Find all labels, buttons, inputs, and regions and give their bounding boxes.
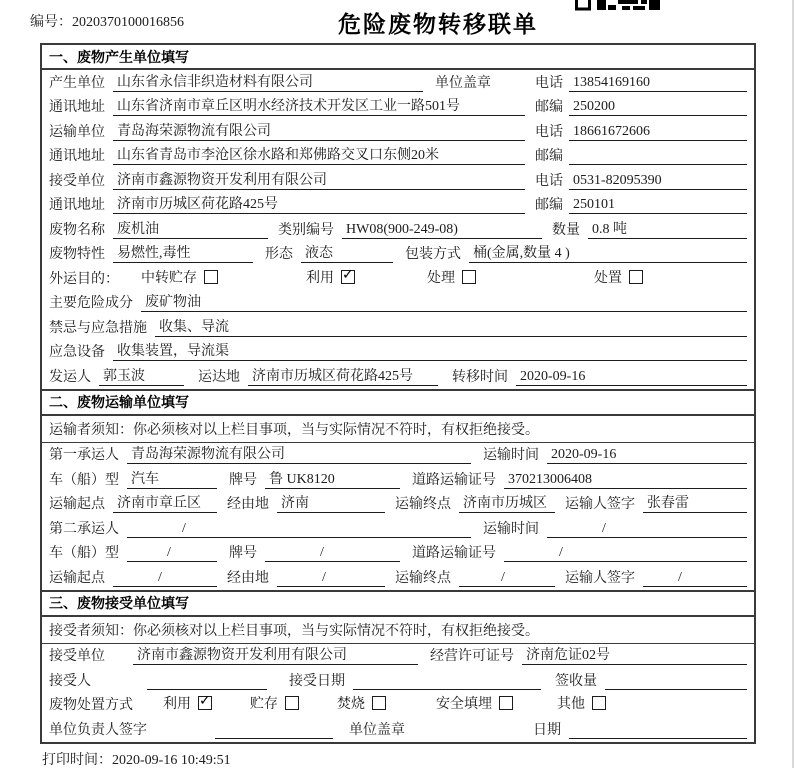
first-route-sign-label: 运输人签字 — [565, 497, 635, 512]
second-route-end-value: / — [459, 570, 555, 587]
second-carrier-label: 第二承运人 — [49, 521, 119, 537]
transporter-zip-value — [569, 164, 747, 165]
row-second-carrier — [42, 516, 754, 541]
purpose-disposal-checkbox — [629, 270, 643, 284]
disposal-option-reuse-label: 利用 — [163, 697, 191, 712]
producer-seal-label: 单位盖章 — [435, 75, 491, 91]
row-transfer-purpose — [42, 266, 754, 291]
transporter-zip-label: 邮编 — [535, 149, 563, 164]
transfer-time-label: 转移时间 — [452, 369, 508, 385]
row-transporter — [42, 119, 754, 144]
section-receive-title: 三、废物接受单位填写 — [42, 592, 754, 617]
disposal-option-other-label: 其他 — [557, 697, 585, 712]
receiver-addr-value: 济南市历城区荷花路425号 — [113, 193, 525, 214]
disposal-storage-checkbox — [285, 696, 299, 710]
second-plate-value: / — [265, 545, 400, 562]
qr-code-fragment — [575, 0, 660, 16]
section-transport — [42, 389, 754, 590]
acceptor-label: 接受人 — [49, 673, 91, 689]
disposal-option-landfill-label: 安全填埋 — [436, 697, 492, 712]
first-route-start-value: 济南市章丘区 — [113, 492, 217, 513]
second-vehicle-type-label: 车（船）型 — [49, 546, 119, 561]
disposal-landfill-checkbox — [499, 696, 513, 710]
waste-traits-value: 易燃性,毒性 — [113, 242, 253, 263]
transporter-label: 运输单位 — [49, 124, 105, 140]
first-route-end-label: 运输终点 — [395, 497, 451, 512]
waste-name-value: 废机油 — [113, 218, 268, 239]
taboo-label: 禁忌与应急措施 — [49, 320, 147, 336]
second-transport-time-label: 运输时间 — [483, 521, 539, 537]
transporter-addr-value: 山东省青岛市李沧区徐水路和郑佛路交叉口东侧20米 — [113, 144, 525, 165]
second-route-sign-value: / — [643, 570, 747, 587]
waste-pack-label: 包装方式 — [405, 247, 461, 262]
responsible-sign-value — [215, 738, 333, 739]
first-route-end-value: 济南市历城区 — [459, 492, 555, 513]
row-receive-unit — [42, 644, 754, 669]
purpose-option-disposal-label: 处置 — [594, 270, 622, 286]
second-plate-label: 牌号 — [229, 546, 257, 561]
operate-license-value: 济南危证02号 — [522, 644, 747, 665]
row-waste-traits — [42, 242, 754, 267]
section-receive — [42, 590, 754, 742]
purpose-option-disposal — [594, 267, 643, 287]
waste-qty-label: 数量 — [552, 222, 580, 238]
serial-value: 2020370100016856 — [72, 15, 184, 30]
disposal-method-label: 废物处置方式 — [49, 698, 133, 713]
transporter-phone-label: 电话 — [535, 124, 563, 140]
waste-form-value: 液态 — [301, 242, 393, 263]
row-producer-address — [42, 95, 754, 120]
page-title: 危险废物转移联单 — [338, 11, 538, 37]
first-vehicle-type-label: 车（船）型 — [49, 472, 119, 488]
sign-quantity-label: 签收量 — [555, 673, 597, 689]
row-waste-name — [42, 217, 754, 242]
receiver-zip-label: 邮编 — [535, 198, 563, 213]
purpose-option-treatment-label: 处理 — [427, 270, 455, 286]
purpose-option-treatment — [427, 267, 476, 287]
receive-unit-label: 接受单位 — [49, 649, 105, 664]
producer-label: 产生单位 — [49, 75, 105, 91]
row-emergency-equipment — [42, 340, 754, 365]
receiver-phone-label: 电话 — [535, 173, 563, 189]
row-second-vehicle — [42, 541, 754, 566]
purpose-option-storage-label: 中转贮存 — [141, 270, 197, 286]
waste-cat-label: 类别编号 — [278, 222, 334, 238]
disposal-option-reuse — [163, 693, 212, 713]
hazard-value: 废矿物油 — [141, 291, 747, 312]
disposal-option-storage-label: 贮存 — [250, 697, 278, 712]
operate-license-label: 经营许可证号 — [430, 649, 514, 664]
hazard-label: 主要危险成分 — [49, 296, 133, 311]
transport-notice: 运输者须知：你必须核对以上栏目事项，当与实际情况不符时，有权拒绝接受。 — [42, 416, 754, 443]
print-time-label: 打印时间： — [42, 753, 112, 768]
second-transport-time-value: / — [547, 521, 747, 538]
producer-zip-label: 邮编 — [535, 100, 563, 115]
disposal-option-other — [557, 693, 606, 713]
first-vehicle-type-value: 汽车 — [127, 468, 217, 489]
row-first-carrier — [42, 443, 754, 468]
accept-date-label: 接受日期 — [289, 673, 345, 689]
disposal-other-checkbox — [592, 696, 606, 710]
section-producer — [42, 45, 754, 389]
purpose-reuse-checkbox — [341, 270, 355, 284]
first-route-sign-value: 张春雷 — [643, 492, 747, 513]
print-time-line — [42, 749, 231, 769]
transporter-phone-value: 18661672606 — [569, 124, 747, 141]
second-road-license-label: 道路运输证号 — [412, 546, 496, 561]
first-road-license-label: 道路运输证号 — [412, 472, 496, 488]
row-receiver — [42, 168, 754, 193]
second-route-via-value: / — [277, 570, 385, 587]
row-disposal-method — [42, 693, 754, 718]
receive-date-value — [569, 738, 747, 739]
row-receiver-address — [42, 193, 754, 218]
disposal-option-storage — [250, 693, 299, 713]
first-transport-time-value: 2020-09-16 — [547, 447, 747, 464]
second-route-via-label: 经由地 — [227, 570, 269, 586]
first-carrier-label: 第一承运人 — [49, 448, 119, 463]
purpose-storage-checkbox — [204, 270, 218, 284]
acceptor-value — [147, 689, 267, 690]
row-first-vehicle — [42, 467, 754, 492]
row-second-route — [42, 565, 754, 590]
accept-date-value — [353, 689, 541, 690]
receive-notice: 接受者须知：你必须核对以上栏目事项，当与实际情况不符时，有权拒绝接受。 — [42, 617, 754, 644]
second-route-end-label: 运输终点 — [395, 570, 451, 586]
second-carrier-value: / — [127, 521, 471, 538]
row-first-route — [42, 492, 754, 517]
second-road-license-value: / — [504, 545, 747, 562]
taboo-value: 收集、导流 — [155, 316, 747, 337]
serial-number-line — [30, 11, 184, 31]
producer-phone-value: 13854169160 — [569, 75, 747, 92]
receive-date-label: 日期 — [533, 722, 561, 738]
purpose-option-reuse — [306, 267, 355, 287]
equipment-value: 收集装置，导流渠 — [113, 340, 747, 361]
purpose-treatment-checkbox — [462, 270, 476, 284]
receiver-addr-label: 通讯地址 — [49, 198, 105, 213]
waste-traits-label: 废物特性 — [49, 247, 105, 262]
row-acceptor — [42, 668, 754, 693]
disposal-option-incinerate-label: 焚烧 — [337, 697, 365, 712]
producer-phone-label: 电话 — [535, 75, 563, 91]
print-time-value: 2020-09-16 10:49:51 — [112, 753, 231, 768]
waste-name-label: 废物名称 — [49, 222, 105, 238]
waste-form-label: 形态 — [265, 247, 293, 262]
receiver-label: 接受单位 — [49, 173, 105, 189]
first-plate-label: 牌号 — [229, 472, 257, 488]
waste-cat-value: HW08(900-249-08) — [342, 222, 542, 239]
waste-pack-value: 桶(金属,数量 4 ) — [469, 242, 747, 263]
transporter-addr-label: 通讯地址 — [49, 149, 105, 164]
first-plate-value: 鲁 UK8120 — [265, 468, 400, 489]
producer-value: 山东省永信非织造材料有限公司 — [113, 71, 423, 92]
row-dispatch — [42, 364, 754, 389]
dispatcher-label: 发运人 — [49, 369, 91, 385]
receiver-value: 济南市鑫源物资开发利用有限公司 — [113, 169, 525, 190]
disposal-reuse-checkbox — [198, 696, 212, 710]
transporter-value: 青岛海荣源物流有限公司 — [113, 120, 525, 141]
row-taboo-measures — [42, 315, 754, 340]
receive-seal-label: 单位盖章 — [349, 722, 405, 738]
section-transport-title: 二、废物运输单位填写 — [42, 391, 754, 416]
purpose-option-storage — [141, 267, 218, 287]
section-producer-title: 一、废物产生单位填写 — [42, 45, 754, 70]
second-vehicle-type-value: / — [127, 545, 217, 562]
receiver-zip-value: 250101 — [569, 197, 747, 214]
disposal-incinerate-checkbox — [372, 696, 386, 710]
receiver-phone-value: 0531-82095390 — [569, 173, 747, 190]
serial-label: 编号： — [30, 15, 72, 30]
first-transport-time-label: 运输时间 — [483, 448, 539, 463]
first-road-license-value: 370213006408 — [504, 472, 747, 489]
first-route-start-label: 运输起点 — [49, 497, 105, 512]
destination-label: 运达地 — [198, 369, 240, 385]
producer-addr-value: 山东省济南市章丘区明水经济技术开发区工业一路501号 — [113, 95, 525, 116]
second-route-start-label: 运输起点 — [49, 570, 105, 586]
row-producer — [42, 70, 754, 95]
transfer-time-value: 2020-09-16 — [516, 369, 747, 386]
producer-addr-label: 通讯地址 — [49, 100, 105, 115]
purpose-option-reuse-label: 利用 — [306, 270, 334, 286]
row-transporter-address — [42, 144, 754, 169]
second-route-start-value: / — [113, 570, 217, 587]
transfer-form-table — [40, 43, 756, 744]
row-hazard-component — [42, 291, 754, 316]
purpose-label: 外运目的： — [49, 271, 119, 287]
disposal-option-landfill — [436, 693, 513, 713]
destination-value: 济南市历城区荷花路425号 — [248, 365, 438, 386]
page-edge-line — [792, 0, 794, 768]
dispatcher-value: 郭玉波 — [99, 365, 184, 386]
receive-unit-value: 济南市鑫源物资开发利用有限公司 — [133, 644, 418, 665]
equipment-label: 应急设备 — [49, 345, 105, 360]
first-route-via-value: 济南 — [277, 492, 385, 513]
sign-quantity-value — [605, 689, 747, 690]
producer-zip-value: 250200 — [569, 99, 747, 116]
row-responsible-sign — [42, 717, 754, 742]
waste-qty-value: 0.8 吨 — [588, 218, 747, 239]
first-route-via-label: 经由地 — [227, 497, 269, 512]
first-carrier-value: 青岛海荣源物流有限公司 — [127, 443, 471, 464]
disposal-option-incinerate — [337, 693, 386, 713]
second-route-sign-label: 运输人签字 — [565, 570, 635, 586]
responsible-sign-label: 单位负责人签字 — [49, 722, 147, 738]
